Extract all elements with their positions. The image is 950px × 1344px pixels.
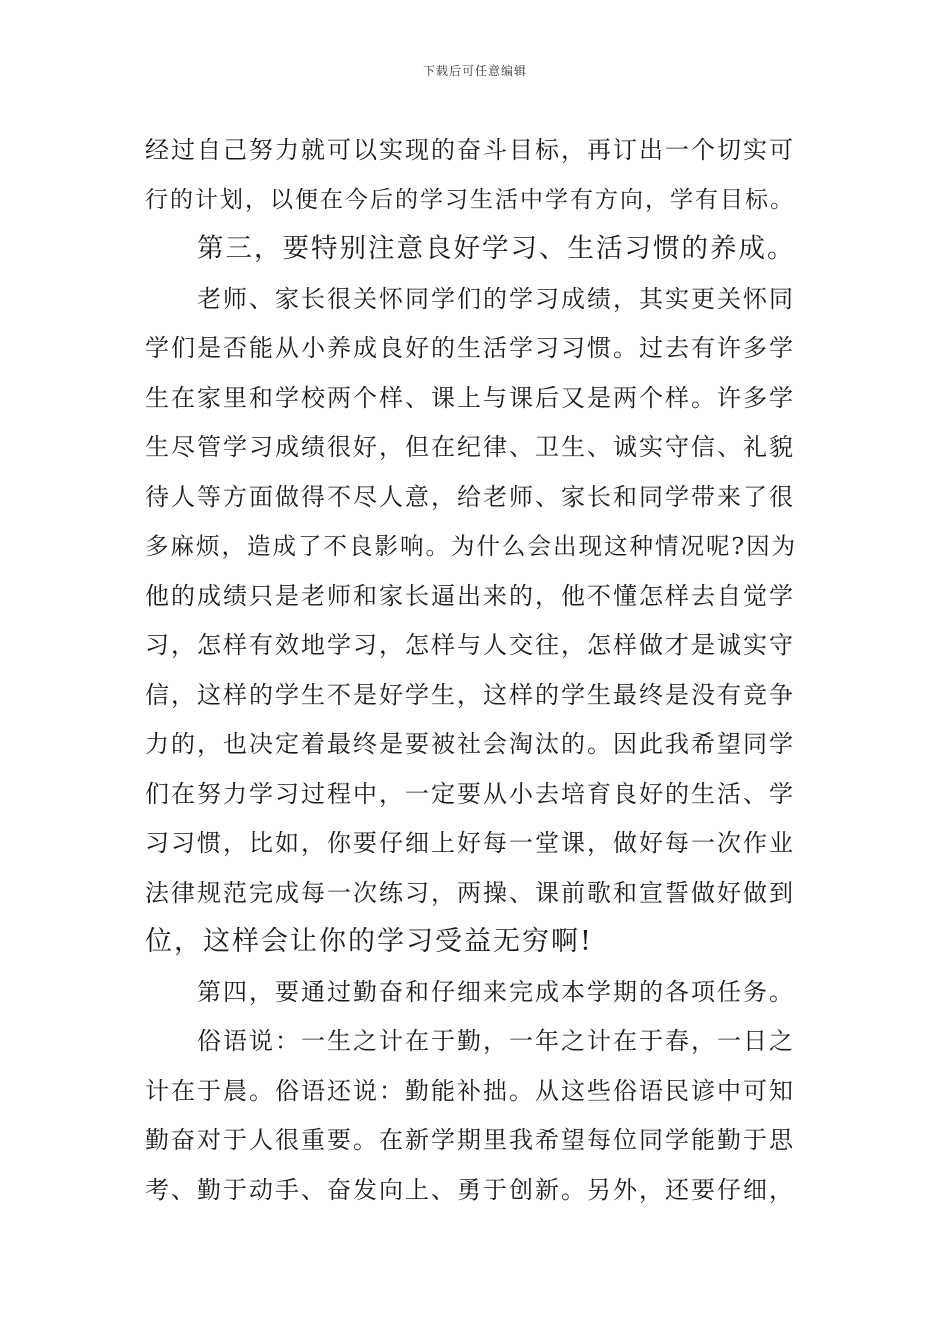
- text-line: 老师、家长很关怀同学们的学习成绩，其实更关怀同: [197, 285, 795, 313]
- text-line: 第三，要特别注意良好学习、生活习惯的养成。: [197, 233, 796, 264]
- text-line: 法律规范完成每一次练习，两操、课前歌和宣誓做好做到: [145, 879, 795, 907]
- text-line: 他的成绩只是老师和家长逼出来的，他不懂怎样去自觉学: [145, 582, 795, 610]
- text-line: 位，这样会让你的学习受益无穷啊!: [145, 926, 593, 957]
- text-line: 力的，也决定着最终是要被社会淘汰的。因此我希望同学: [145, 730, 795, 758]
- text-line: 考、勤于动手、奋发向上、勇于创新。另外，还要仔细，: [145, 1176, 795, 1204]
- text-line: 信，这样的学生不是好学生，这样的学生最终是没有竞争: [145, 681, 795, 709]
- text-line: 行的计划，以便在今后的学习生活中学有方向，学有目标。: [145, 187, 795, 213]
- text-line: 经过自己努力就可以实现的奋斗目标，再订出一个切实可: [145, 136, 795, 164]
- text-line: 计在于晨。俗语还说：勤能补拙。从这些俗语民谚中可知: [145, 1077, 795, 1105]
- text-line: 习习惯，比如，你要仔细上好每一堂课，做好每一次作业: [145, 829, 795, 857]
- page-header: 下载后可任意编辑: [422, 64, 527, 78]
- text-line: 待人等方面做得不尽人意，给老师、家长和同学带来了很: [145, 483, 795, 511]
- text-line: 学们是否能从小养成良好的生活学习习惯。过去有许多学: [145, 334, 795, 362]
- text-line: 多麻烦，造成了不良影响。为什么会出现这种情况呢?因为: [145, 532, 798, 560]
- text-line: 勤奋对于人很重要。在新学期里我希望每位同学能勤于思: [145, 1126, 795, 1154]
- text-line: 生尽管学习成绩很好，但在纪律、卫生、诚实守信、礼貌: [145, 433, 795, 461]
- text-line: 习，怎样有效地学习，怎样与人交往，怎样做才是诚实守: [145, 631, 795, 659]
- text-line: 俗语说：一生之计在于勤，一年之计在于春，一日之: [197, 1027, 795, 1055]
- text-line: 第四，要通过勤奋和仔细来完成本学期的各项任务。: [197, 978, 795, 1006]
- text-line: 生在家里和学校两个样、课上与课后又是两个样。许多学: [145, 384, 795, 412]
- text-line: 们在努力学习过程中，一定要从小去培育良好的生活、学: [145, 780, 795, 808]
